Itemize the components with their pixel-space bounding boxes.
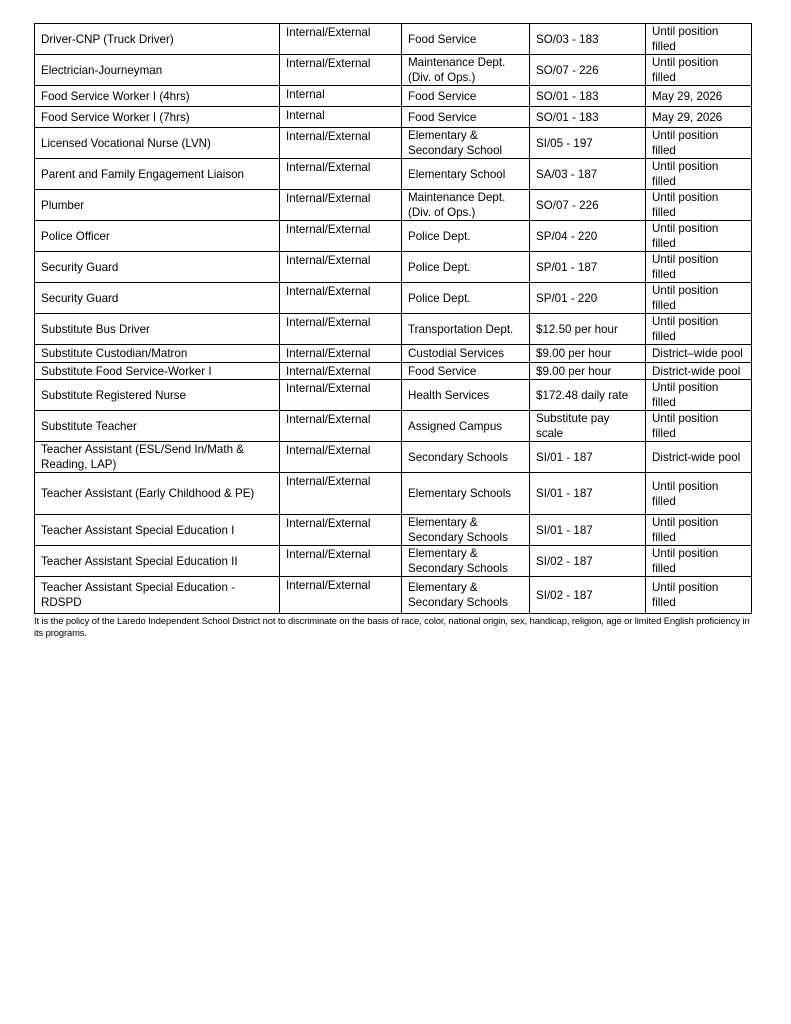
department-cell: Transportation Dept. <box>402 314 530 345</box>
table-row <box>35 442 752 473</box>
posting-type-cell: Internal/External <box>280 24 402 55</box>
table-row <box>35 221 752 252</box>
job-postings-table <box>34 23 752 614</box>
deadline-cell: Until position filled <box>646 24 752 55</box>
pay-grade-cell: $9.00 per hour <box>530 363 646 380</box>
position-title-cell: Food Service Worker I (4hrs) <box>35 86 280 107</box>
department-cell: Food Service <box>402 86 530 107</box>
department-cell: Food Service <box>402 24 530 55</box>
position-title-cell: Driver-CNP (Truck Driver) <box>35 24 280 55</box>
posting-type-cell: Internal/External <box>280 252 402 283</box>
deadline-cell: District–wide pool <box>646 345 752 363</box>
department-cell: Police Dept. <box>402 252 530 283</box>
department-cell: Elementary & Secondary Schools <box>402 515 530 546</box>
table-row <box>35 314 752 345</box>
pay-grade-cell: $12.50 per hour <box>530 314 646 345</box>
posting-type-cell: Internal/External <box>280 345 402 363</box>
pay-grade-cell: SO/07 - 226 <box>530 190 646 221</box>
deadline-cell: Until position filled <box>646 55 752 86</box>
deadline-cell: Until position filled <box>646 190 752 221</box>
pay-grade-cell: SP/04 - 220 <box>530 221 646 252</box>
position-title-cell: Parent and Family Engagement Liaison <box>35 159 280 190</box>
department-cell: Health Services <box>402 380 530 411</box>
pay-grade-cell: SO/01 - 183 <box>530 107 646 128</box>
position-title-cell: Food Service Worker I (7hrs) <box>35 107 280 128</box>
position-title-cell: Security Guard <box>35 283 280 314</box>
document-page <box>34 23 751 639</box>
department-cell: Maintenance Dept. (Div. of Ops.) <box>402 55 530 86</box>
pay-grade-cell: SI/05 - 197 <box>530 128 646 159</box>
department-cell: Elementary & Secondary Schools <box>402 577 530 614</box>
posting-type-cell: Internal/External <box>280 159 402 190</box>
posting-type-cell: Internal/External <box>280 546 402 577</box>
deadline-cell: Until position filled <box>646 221 752 252</box>
table-row <box>35 411 752 442</box>
position-title-cell: Substitute Food Service-Worker I <box>35 363 280 380</box>
posting-type-cell: Internal/External <box>280 473 402 515</box>
posting-type-cell: Internal/External <box>280 411 402 442</box>
deadline-cell: Until position filled <box>646 128 752 159</box>
department-cell: Food Service <box>402 107 530 128</box>
non-discrimination-notice: It is the policy of the Laredo Independent School District not to discriminate on the basis of race, color, national origin, sex, handicap, religion, age or limited English proficiency in its programs. <box>34 615 750 638</box>
deadline-cell: Until position filled <box>646 411 752 442</box>
department-cell: Maintenance Dept. (Div. of Ops.) <box>402 190 530 221</box>
deadline-cell: Until position filled <box>646 314 752 345</box>
table-row <box>35 24 752 55</box>
table-row <box>35 190 752 221</box>
table-row <box>35 473 752 515</box>
deadline-cell: Until position filled <box>646 577 752 614</box>
pay-grade-cell: SI/02 - 187 <box>530 546 646 577</box>
deadline-cell: May 29, 2026 <box>646 107 752 128</box>
position-title-cell: Security Guard <box>35 252 280 283</box>
department-cell: Elementary Schools <box>402 473 530 515</box>
position-title-cell: Teacher Assistant Special Education II <box>35 546 280 577</box>
department-cell: Custodial Services <box>402 345 530 363</box>
position-title-cell: Licensed Vocational Nurse (LVN) <box>35 128 280 159</box>
deadline-cell: Until position filled <box>646 159 752 190</box>
posting-type-cell: Internal <box>280 86 402 107</box>
pay-grade-cell: SI/01 - 187 <box>530 515 646 546</box>
posting-type-cell: Internal/External <box>280 442 402 473</box>
pay-grade-cell: SO/01 - 183 <box>530 86 646 107</box>
job-postings-body <box>35 24 752 614</box>
table-row <box>35 345 752 363</box>
posting-type-cell: Internal/External <box>280 55 402 86</box>
department-cell: Elementary School <box>402 159 530 190</box>
deadline-cell: Until position filled <box>646 546 752 577</box>
position-title-cell: Teacher Assistant Special Education - RDSPD <box>35 577 280 614</box>
pay-grade-cell: $172.48 daily rate <box>530 380 646 411</box>
table-row <box>35 380 752 411</box>
deadline-cell: District-wide pool <box>646 442 752 473</box>
department-cell: Elementary & Secondary School <box>402 128 530 159</box>
pay-grade-cell: Substitute pay scale <box>530 411 646 442</box>
posting-type-cell: Internal/External <box>280 380 402 411</box>
deadline-cell: Until position filled <box>646 252 752 283</box>
department-cell: Police Dept. <box>402 221 530 252</box>
position-title-cell: Teacher Assistant (ESL/Send In/Math & Reading, LAP) <box>35 442 280 473</box>
posting-type-cell: Internal/External <box>280 128 402 159</box>
posting-type-cell: Internal <box>280 107 402 128</box>
table-row <box>35 86 752 107</box>
posting-type-cell: Internal/External <box>280 221 402 252</box>
department-cell: Elementary & Secondary Schools <box>402 546 530 577</box>
pay-grade-cell: SI/01 - 187 <box>530 442 646 473</box>
position-title-cell: Substitute Bus Driver <box>35 314 280 345</box>
table-row <box>35 252 752 283</box>
posting-type-cell: Internal/External <box>280 363 402 380</box>
pay-grade-cell: SO/07 - 226 <box>530 55 646 86</box>
department-cell: Secondary Schools <box>402 442 530 473</box>
table-row <box>35 128 752 159</box>
department-cell: Assigned Campus <box>402 411 530 442</box>
table-row <box>35 577 752 614</box>
table-row <box>35 515 752 546</box>
posting-type-cell: Internal/External <box>280 283 402 314</box>
deadline-cell: Until position filled <box>646 515 752 546</box>
posting-type-cell: Internal/External <box>280 577 402 614</box>
pay-grade-cell: SI/01 - 187 <box>530 473 646 515</box>
posting-type-cell: Internal/External <box>280 190 402 221</box>
table-row <box>35 159 752 190</box>
table-row <box>35 55 752 86</box>
department-cell: Police Dept. <box>402 283 530 314</box>
table-row <box>35 363 752 380</box>
deadline-cell: Until position filled <box>646 283 752 314</box>
posting-type-cell: Internal/External <box>280 314 402 345</box>
department-cell: Food Service <box>402 363 530 380</box>
deadline-cell: Until position filled <box>646 380 752 411</box>
position-title-cell: Substitute Custodian/Matron <box>35 345 280 363</box>
deadline-cell: District-wide pool <box>646 363 752 380</box>
position-title-cell: Police Officer <box>35 221 280 252</box>
deadline-cell: Until position filled <box>646 473 752 515</box>
position-title-cell: Substitute Teacher <box>35 411 280 442</box>
table-row <box>35 546 752 577</box>
position-title-cell: Teacher Assistant Special Education I <box>35 515 280 546</box>
pay-grade-cell: $9.00 per hour <box>530 345 646 363</box>
position-title-cell: Electrician-Journeyman <box>35 55 280 86</box>
position-title-cell: Substitute Registered Nurse <box>35 380 280 411</box>
posting-type-cell: Internal/External <box>280 515 402 546</box>
pay-grade-cell: SI/02 - 187 <box>530 577 646 614</box>
pay-grade-cell: SO/03 - 183 <box>530 24 646 55</box>
position-title-cell: Teacher Assistant (Early Childhood & PE) <box>35 473 280 515</box>
pay-grade-cell: SA/03 - 187 <box>530 159 646 190</box>
table-row <box>35 283 752 314</box>
table-row <box>35 107 752 128</box>
pay-grade-cell: SP/01 - 187 <box>530 252 646 283</box>
pay-grade-cell: SP/01 - 220 <box>530 283 646 314</box>
position-title-cell: Plumber <box>35 190 280 221</box>
deadline-cell: May 29, 2026 <box>646 86 752 107</box>
